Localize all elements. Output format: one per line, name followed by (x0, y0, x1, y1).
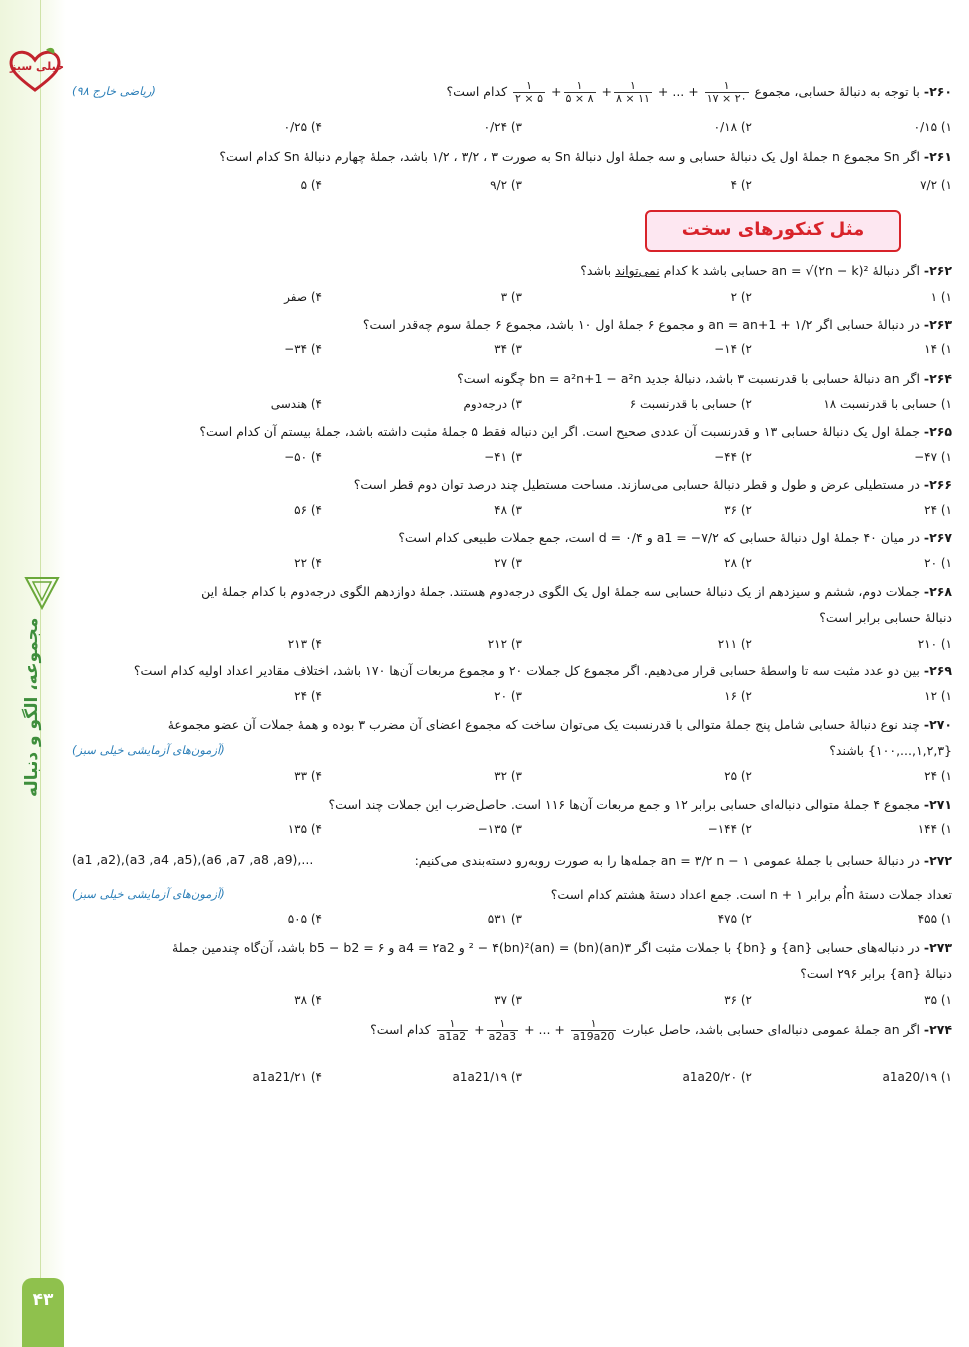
question-text: جملهٔ اول یک دنبالهٔ حسابی ۱۳ و قدرنسبت آن عددی صحیح است. اگر این دنباله فقط ۵ جملهٔ مثبت داشته باشد، جملهٔ بیستم آن کدام است؟ (199, 424, 920, 439)
option[interactable]: ۱) ۱ (930, 290, 952, 304)
options-row (72, 556, 952, 574)
option[interactable]: ۲) ۳۶ (724, 993, 752, 1007)
option[interactable]: ۳) ۳۴ (494, 342, 522, 356)
options-row (72, 769, 952, 787)
option[interactable]: ۲) ۳۶ (724, 503, 752, 517)
question-text: در دنباله‌های حسابی {an} و {bn} با جملات مثبت اگر ۳(an)(bn) = (an)² − ۴(bn)² و a4 = ۲a2 و b5 − b2 = ۶ باشد، آن‌گاه چندمین جملهٔ (172, 940, 920, 955)
option[interactable]: ۲) ۲ (730, 290, 752, 304)
fraction (437, 1018, 468, 1043)
option[interactable]: ۴) ۵۶ (294, 503, 322, 517)
question-text: بین دو عدد مثبت سه تا واسطهٔ حسابی قرار می‌دهیم. اگر مجموع کل جملات ۲۰ و مجموع مربعات آن‌ها ۱۷۰ باشد، اختلاف مقادیر اعداد اولیه کدام است؟ (133, 663, 920, 678)
option[interactable]: ۴) صفر (284, 290, 322, 304)
question-source: (آزمون‌های آزمایشی خیلی سبز) (72, 887, 225, 901)
option[interactable]: ۳) ۹/۲ (490, 178, 522, 192)
question-number: ۲۶۰- (923, 84, 952, 99)
option[interactable]: ۱) ۱۲ (924, 689, 952, 703)
question-tail: باشد؟ (580, 263, 612, 278)
question (72, 662, 952, 680)
question-text: جملات دوم، ششم و سیزدهم از یک دنبالهٔ حسابی سه جملهٔ اول یک الگوی درجه‌دوم هستند. جملهٔ دوازدهم الگوی درجه‌دوم با کدام جملهٔ این (201, 584, 920, 599)
option[interactable]: ۳) ۳۲ (494, 769, 522, 783)
grouped-sequence: (a1 ,a2),(a3 ,a4 ,a5),(a6 ,a7 ,a8 ,a9),... (72, 852, 314, 867)
option[interactable]: ۱) ۲۴ (924, 769, 952, 783)
chapter-title: مجموعه، الگو و دنباله (22, 617, 42, 797)
fraction-denominator: a1a2 (438, 1030, 467, 1043)
question (72, 316, 952, 334)
option[interactable]: ۴) ۳۴− (284, 342, 322, 356)
question (72, 423, 952, 441)
fraction (571, 1018, 616, 1043)
options-row (72, 450, 952, 468)
option[interactable]: ۴) ۲۱/a1a21 (252, 1070, 322, 1084)
fraction-denominator: ۱۷ × ۲۰ (706, 92, 747, 105)
page-number: ۴۳ (22, 1278, 64, 1347)
underlined-word: نمی‌تواند (615, 263, 660, 278)
option[interactable]: ۳) ۲۰ (494, 689, 522, 703)
question-number: ۲۶۵- (923, 424, 952, 439)
question-number: ۲۷۰- (923, 717, 952, 732)
question-number: ۲۶۳- (923, 317, 952, 332)
options-row (72, 993, 952, 1011)
options-row (72, 290, 952, 308)
options-row (72, 689, 952, 707)
option[interactable]: ۲) ۲۰/a1a20 (682, 1070, 752, 1084)
option[interactable]: ۲) ۱۶ (724, 689, 752, 703)
fraction-denominator: ۲ × ۵ (515, 92, 544, 105)
option[interactable]: ۳) ۴۸ (494, 503, 522, 517)
question-number: ۲۶۸- (923, 584, 952, 599)
option[interactable]: ۳) ۵۳۱ (487, 912, 522, 926)
question-number: ۲۶۲- (923, 263, 952, 278)
question-tail: کدام است؟ (446, 84, 508, 99)
fraction-denominator: a19a20 (572, 1030, 615, 1043)
question-source: (آزمون‌های آزمایشی خیلی سبز) (72, 743, 225, 757)
options-row (72, 397, 952, 415)
option[interactable]: ۴) ۱۳۵ (287, 822, 322, 836)
options-row (72, 912, 952, 930)
option[interactable]: ۲) ۴۷۵ (717, 912, 752, 926)
question (72, 529, 952, 547)
question-continuation: تعداد جملات دستهٔ nاُم برابر n + ۱ است. جمع اعداد دستهٔ هشتم کدام است؟ (550, 887, 952, 902)
option[interactable]: ۲) ۴۴− (714, 450, 752, 464)
question (72, 262, 952, 280)
question-number: ۲۷۴- (923, 1022, 952, 1037)
option[interactable]: ۳) ۰/۲۴ (483, 120, 522, 134)
fraction-numerator: ۱ (571, 1018, 616, 1031)
option[interactable]: ۱) ۲۱۰ (917, 637, 952, 651)
question-text: در میان ۴۰ جملهٔ اول دنبالهٔ حسابی که a1 = −۷/۲ و d = ۰/۴ است، جمع جملات طبیعی کدام است؟ (398, 530, 920, 545)
question-list (72, 0, 952, 1347)
option[interactable]: ۲) ۴ (730, 178, 752, 192)
option[interactable]: ۲) ۲۱۱ (717, 637, 752, 651)
question-number: ۲۶۹- (923, 663, 952, 678)
fraction (614, 80, 652, 105)
fraction-numerator: ۱ (487, 1018, 518, 1031)
question-text: چند نوع دنبالهٔ حسابی شامل پنج جملهٔ متوالی با قدرنسبت یک می‌توان ساخت که مجموع اعضای آن مضرب ۳ بوده و همهٔ جملات آن عضو مجموعهٔ (167, 717, 920, 732)
question-text: اگر an دنبالهٔ حسابی با قدرنسبت ۳ باشد، دنبالهٔ جدید bn = a²n+1 − a²n چگونه است؟ (457, 371, 920, 386)
option[interactable]: ۱) ۱۴ (924, 342, 952, 356)
option[interactable]: ۲) ۲۸ (724, 556, 752, 570)
fraction-denominator: a2a3 (488, 1030, 517, 1043)
question (72, 148, 952, 166)
option[interactable]: ۴) ۲۲ (294, 556, 322, 570)
option[interactable]: ۳) ۲۱۲ (487, 637, 522, 651)
question-text: در مستطیلی عرض و طول و قطر دنبالهٔ حسابی می‌سازند. مساحت مستطیل چند درصد توان دوم قطر است؟ (353, 477, 920, 492)
options-row (72, 178, 952, 196)
question (72, 476, 952, 494)
option[interactable]: ۱) حسابی با قدرنسبت ۱۸ (823, 397, 952, 411)
option[interactable]: ۱) ۲۴ (924, 503, 952, 517)
option[interactable]: ۱) ۲۰ (924, 556, 952, 570)
option[interactable]: ۲) ۲۵ (724, 769, 752, 783)
question-continuation: {۱,۲,۳,...,۱۰۰} باشند؟ (829, 743, 952, 758)
fraction-denominator: ۵ × ۸ (565, 92, 594, 105)
section-banner: مثل کنکورهای سخت (645, 210, 901, 252)
question-text: در دنبالهٔ حسابی با جملهٔ عمومی an = ۳/۲ n − ۱ جمله‌ها را به صورت روبه‌رو دسته‌بندی می‌کنیم: (414, 853, 920, 868)
option[interactable]: ۳) ۳۷ (494, 993, 522, 1007)
option[interactable]: ۳) ۱۹/a1a21 (452, 1070, 522, 1084)
fraction-denominator: ۸ × ۱۱ (615, 92, 650, 105)
fraction-numerator: ۱ (705, 80, 749, 93)
option[interactable]: ۴) ۳۸ (294, 993, 322, 1007)
fraction-numerator: ۱ (614, 80, 652, 93)
option[interactable]: ۴) ۲۱۳ (287, 637, 322, 651)
option[interactable]: ۴) ۵ (300, 178, 322, 192)
option[interactable]: ۴) ۰/۲۵ (283, 120, 322, 134)
option[interactable]: ۴) ۵۰۵ (287, 912, 322, 926)
option[interactable]: ۴) ۳۳ (294, 769, 322, 783)
plus-sign: + ... + (657, 84, 699, 99)
question-source: (ریاضی خارج ۹۸) (72, 84, 156, 98)
option[interactable]: ۱) ۰/۱۵ (913, 120, 952, 134)
options-row (72, 1070, 952, 1088)
options-row (72, 120, 952, 138)
question-number: ۲۶۶- (923, 477, 952, 492)
question-continuation: دنبالهٔ حسابی برابر است؟ (819, 610, 952, 625)
question-text: مجموع ۴ جملهٔ متوالی دنباله‌ای حسابی برابر ۱۲ و جمع مربعات آن‌ها ۱۱۶ است. حاصل‌ضرب این جملات چند است؟ (328, 797, 920, 812)
question-text: اگر an جملهٔ عمومی دنباله‌ای حسابی باشد، حاصل عبارت (622, 1022, 920, 1037)
question-number: ۲۶۷- (923, 530, 952, 545)
question: ۲۷۴- اگر an جملهٔ عمومی دنباله‌ای حسابی باشد، حاصل عبارت $\frac{۱}{a19a20}$ + ... + $\frac{۱}{a2a3}$ + $\frac{۱}{a1a2}$ کدام است؟ (370, 1017, 952, 1043)
logo-text: خیلی سبز (10, 60, 65, 73)
option[interactable]: ۳) ۳ (500, 290, 522, 304)
options-row (72, 342, 952, 360)
question (72, 796, 952, 814)
fraction-numerator: ۱ (564, 80, 596, 93)
question-continuation: دنبالهٔ {an} برابر ۲۹۶ است؟ (800, 966, 952, 981)
question-number: ۲۷۲- (923, 853, 952, 868)
option[interactable]: ۲) ۰/۱۸ (713, 120, 752, 134)
option[interactable]: ۳) درجه‌دوم (463, 397, 522, 411)
question-text: با توجه به دنبالهٔ حسابی، مجموع (754, 84, 920, 99)
fraction (513, 80, 545, 105)
option[interactable]: ۱) ۴۷− (914, 450, 952, 464)
question-text: در دنبالهٔ حسابی اگر an = an+1 + ۱/۲ و مجموع ۶ جملهٔ اول ۱۰ باشد، مجموع ۶ جملهٔ سوم چه‌قدر است؟ (362, 317, 920, 332)
question (72, 370, 952, 388)
option[interactable]: ۴) ۲۴ (294, 689, 322, 703)
triangle-ornament-icon (24, 574, 60, 610)
option[interactable]: ۳) ۲۷ (494, 556, 522, 570)
question-number: ۲۷۳- (923, 940, 952, 955)
fraction-numerator: ۱ (437, 1018, 468, 1031)
question (72, 716, 952, 734)
question: ۲۶۰- با توجه به دنبالهٔ حسابی، مجموع $\frac{۱}{۱۷ \times ۲۰}$ + ... + $\frac{۱}{۸ \times ۱۱}$ + $\frac{۱}{۵ \times ۸}$ + $\frac{۱}{۲ \times ۵}$ کدام است؟ (446, 79, 952, 105)
option[interactable]: ۳) ۱۳۵− (477, 822, 522, 836)
fraction-numerator: ۱ (513, 80, 545, 93)
options-row (72, 637, 952, 655)
options-row (72, 503, 952, 521)
plus-sign: + ... + (524, 1022, 565, 1037)
option[interactable]: ۱) ۴۵۵ (917, 912, 952, 926)
question (72, 583, 952, 601)
question-number: ۲۷۱- (923, 797, 952, 812)
option[interactable]: ۳) ۴۱− (484, 450, 522, 464)
option[interactable]: ۴) ۵۰− (284, 450, 322, 464)
question-number: ۲۶۱- (923, 149, 952, 164)
fraction (705, 80, 749, 105)
option[interactable]: ۲) ۱۴− (714, 342, 752, 356)
option[interactable]: ۲) حسابی با قدرنسبت ۶ (629, 397, 752, 411)
question-text: اگر دنبالهٔ an = √(۲n − k)² حسابی باشد k کدام (663, 263, 920, 278)
option[interactable]: ۱) ۱۹/a1a20 (882, 1070, 952, 1084)
option[interactable]: ۲) ۱۴۴− (707, 822, 752, 836)
option[interactable]: ۱) ۷/۲ (920, 178, 952, 192)
option[interactable]: ۱) ۳۵ (924, 993, 952, 1007)
fraction (564, 80, 596, 105)
options-row (72, 822, 952, 840)
option[interactable]: ۴) هندسی (270, 397, 322, 411)
question-number: ۲۶۴- (923, 371, 952, 386)
question-tail: کدام است؟ (370, 1022, 431, 1037)
question-text: اگر Sn مجموع n جملهٔ اول یک دنبالهٔ حسابی و سه جملهٔ اول دنبالهٔ Sn به صورت ۳ ، ۳/۲ ، ۱/۲ باشد، جملهٔ چهارم دنبالهٔ Sn کدام است؟ (219, 149, 920, 164)
fraction (487, 1018, 518, 1043)
question (72, 939, 952, 957)
option[interactable]: ۱) ۱۴۴ (917, 822, 952, 836)
